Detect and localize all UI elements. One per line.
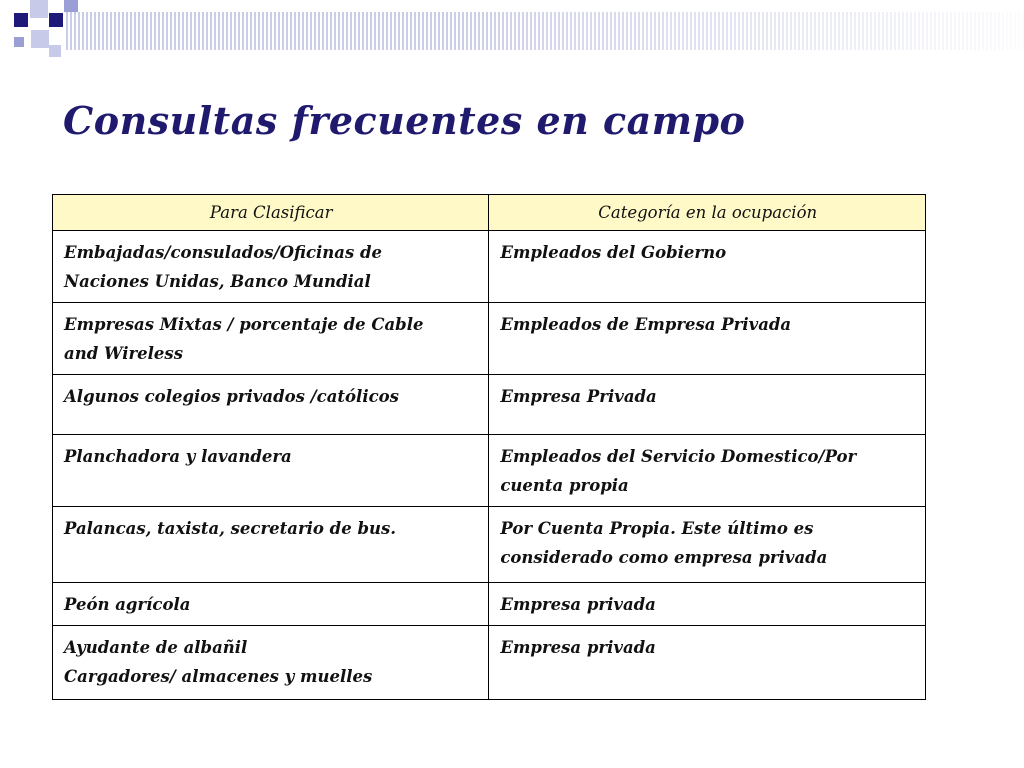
deco-square-1 [14,13,28,27]
cell-line: Empleados de Empresa Privada [500,315,792,334]
cell-line: Algunos colegios privados /católicos [64,387,399,406]
category-cell [489,375,926,435]
cell-line: Empresa privada [500,595,656,614]
cell-line: considerado como empresa privada [500,548,828,567]
category-cell [489,507,926,583]
table-row [53,375,926,435]
cell-line: Empleados del Servicio Domestico/Por [500,447,857,466]
cell-line: Palancas, taxista, secretario de bus. [64,519,397,538]
classify-cell [53,303,489,375]
category-cell [489,435,926,507]
classify-cell [53,626,489,700]
classify-cell [53,231,489,303]
category-cell [489,626,926,700]
table-row [53,303,926,375]
cell-line: Empresa Privada [500,387,657,406]
cell-line: Naciones Unidas, Banco Mundial [64,272,371,291]
cell-line: Empresa privada [500,638,656,657]
cell-line: Planchadora y lavandera [64,447,292,466]
deco-square-5 [31,30,49,48]
header-para-clasificar: Para Clasificar [53,195,489,231]
cell-line: Embajadas/consulados/Oficinas de [64,243,383,262]
cell-line: Ayudante de albañil [64,638,248,657]
table-row [53,583,926,626]
cell-line: cuenta propia [500,476,629,495]
cell-line: Peón agrícola [64,595,191,614]
cell-line: and Wireless [64,344,184,363]
deco-square-7 [49,45,61,57]
table-row [53,507,926,583]
classify-cell [53,507,489,583]
faq-table [52,194,926,700]
classify-cell [53,583,489,626]
table-row [53,231,926,303]
table-row [53,435,926,507]
header-categoria: Categoría en la ocupación [489,195,926,231]
deco-square-6 [14,37,24,47]
category-cell [489,583,926,626]
cell-line: Empleados del Gobierno [500,243,727,262]
category-cell [489,231,926,303]
deco-square-2 [30,0,48,18]
table-header-row [53,195,926,231]
slide-title: Consultas frecuentes en campo [63,98,746,143]
table-row [53,626,926,700]
header-stripe-bar [64,12,1024,50]
category-cell [489,303,926,375]
cell-line: Cargadores/ almacenes y muelles [64,667,373,686]
deco-square-3 [49,13,63,27]
cell-line: Empresas Mixtas / porcentaje de Cable [64,315,424,334]
classify-cell [53,435,489,507]
cell-line: Por Cuenta Propia. Este último es [500,519,814,538]
classify-cell [53,375,489,435]
